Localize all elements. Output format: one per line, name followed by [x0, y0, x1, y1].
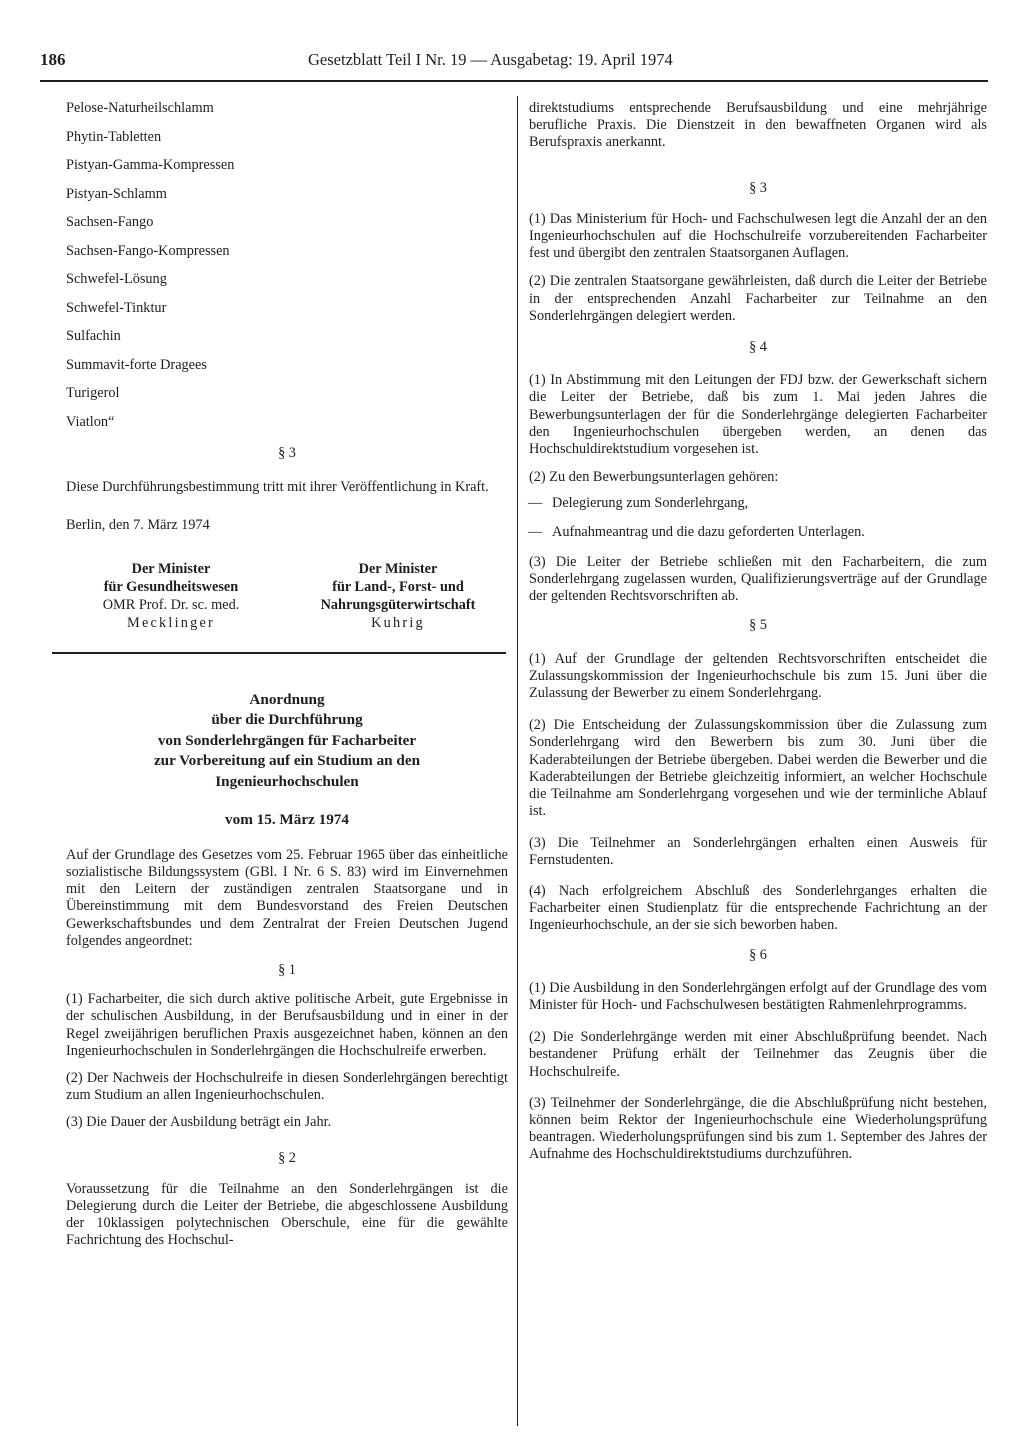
- section-heading: § 1: [278, 962, 296, 979]
- list-item: Sachsen-Fango-Kompressen: [66, 242, 230, 259]
- title-line: von Sonderlehrgängen für Facharbeiter: [157, 731, 417, 749]
- signatory-name: Kuhrig: [371, 614, 425, 631]
- dash-list-item: [529, 495, 987, 512]
- section-paragraph: Voraussetzung für die Teilnahme an den Sonderlehrgängen ist die Delegierung durch die Leiter der Betriebe, die abgeschlossene Ausbildung der 10klassigen polytechnischen Oberschule, eine für die gewählte Fachrichtung des Hochschul-: [66, 1180, 508, 1249]
- section-paragraph: (2) Die Sonderlehrgänge werden mit einer Abschlußprüfung beendet. Nach bestandener Prüfung erhält der Teilnehmer das Zeugnis über die Hochschulreife.: [529, 1029, 987, 1080]
- signatory-ministry: für Land-, Forst- und: [332, 578, 464, 595]
- section-paragraph: (2) Die Entscheidung der Zulassungskommission über die Zulassung zum Sonderlehrgang wird den Bewerbern bis zum 30. Juni über die Kaderabteilungen der Betriebe übergeben. Dabei werden die Bewerber und die Kaderabteilungen der Betriebe gleichzeitig informiert, an welcher Hochschule die Teilnahme am Sonderlehrgang vorgesehen und wie der terminliche Ablauf ist.: [529, 717, 987, 820]
- signatory-title: Der Minister: [131, 560, 211, 577]
- signature-left: [66, 560, 276, 632]
- place-date: Berlin, den 7. März 1974: [66, 516, 210, 533]
- title-line: Anordnung: [249, 690, 325, 708]
- preamble: Auf der Grundlage des Gesetzes vom 25. Februar 1965 über das einheitliche sozialistische Bildungssystem (GBl. I Nr. 6 S. 83) wird im Einvernehmen mit den Leitern der zuständigen zentralen Staatsorgane und in Übereinstimmung mit dem Bundesvorstand des Freien Deutschen Gewerkschaftsbundes und dem Zentralrat der Freien Deutschen Jugend folgendes angeordnet:: [66, 846, 508, 949]
- section-paragraph: (1) Die Ausbildung in den Sonderlehrgängen erfolgt auf der Grundlage des vom Minister für Hoch- und Fachschulwesen bestätigten Rahmenlehrprogramms.: [529, 979, 987, 1013]
- section-paragraph: (2) Die zentralen Staatsorgane gewährleisten, daß durch die Leiter der Betriebe in der entsprechenden Anzahl Facharbeiter zur Teilnahme an den Sonderlehrgängen delegiert werden.: [529, 273, 987, 324]
- section-paragraph: (1) In Abstimmung mit den Leitungen der FDJ bzw. der Gewerkschaft sichern die Leiter der Betriebe, daß bis zum 1. Mai jeden Jahres die Bewerbungsunterlagen der für die Sonderlehrgänge delegierten Facharbeiter den Ingenieurhochschulen übergeben werden, an denen das Hochschuldirektstudium vorgesehen ist.: [529, 372, 987, 458]
- section-paragraph: (1) Auf der Grundlage der geltenden Rechtsvorschriften entscheidet die Zulassungskommission der Ingenieurhochschule bis zum 15. Juni über die Zulassung der Bewerber zu einem Sonderlehrgang.: [529, 650, 987, 702]
- list-item: Pistyan-Gamma-Kompressen: [66, 157, 235, 174]
- section-paragraph: (2) Der Nachweis der Hochschulreife in diesen Sonderlehrgängen berechtigt zum Studium an allen Ingenieurhochschulen.: [66, 1070, 508, 1104]
- dash-item-text: Aufnahmeantrag und die dazu geforderten Unterlagen.: [552, 523, 865, 540]
- signatory-name: Mecklinger: [127, 614, 215, 631]
- header-rule: [40, 80, 988, 82]
- dash-item-text: Delegierung zum Sonderlehrgang,: [552, 495, 749, 512]
- list-item: Sulfachin: [66, 328, 121, 345]
- list-item: Pelose-Naturheilschlamm: [66, 100, 214, 116]
- section-paragraph: (3) Teilnehmer der Sonderlehrgänge, die die Abschlußprüfung nicht bestehen, können beim Rektor der Ingenieurhochschule eine Wiederholungsprüfung beantragen. Wiederholungsprüfungen sind bis zum 1. September des Jahres der Aufnahme des Hochschuldirektstudiums durchzuführen.: [529, 1094, 987, 1163]
- ordinance-date: vom 15. März 1974: [225, 811, 349, 829]
- title-line: zur Vorbereitung auf ein Studium an den: [153, 752, 421, 770]
- signatory-rank: OMR Prof. Dr. sc. med.: [102, 596, 240, 613]
- list-item: Turigerol: [66, 385, 120, 402]
- section-separator: [52, 652, 506, 654]
- list-item: Sachsen-Fango: [66, 214, 154, 231]
- dash-list-item: [529, 524, 987, 541]
- dash-bullet: —: [528, 495, 543, 512]
- signature-block: [66, 560, 508, 630]
- right-column: [529, 96, 987, 1164]
- section-paragraph: Diese Durchführungsbestimmung tritt mit ihrer Veröffentlichung in Kraft.: [66, 479, 489, 496]
- section-paragraph: (3) Die Teilnehmer an Sonderlehrgängen erhalten einen Ausweis für Fernstudenten.: [529, 834, 987, 868]
- section-heading: § 5: [749, 617, 767, 634]
- section-paragraph: (3) Die Leiter der Betriebe schließen mit den Facharbeitern, die zum Sonderlehrgang zugelassen wurden, Qualifizierungsverträge auf der Grundlage der geltenden Rechtsvorschriften ab.: [529, 553, 987, 605]
- section-paragraph: (2) Zu den Bewerbungsunterlagen gehören:: [529, 469, 779, 486]
- list-item: Summavit-forte Dragees: [66, 356, 207, 373]
- signatory-ministry: Nahrungsgüterwirtschaft: [320, 596, 476, 613]
- section-paragraph: (3) Die Dauer der Ausbildung beträgt ein Jahr.: [66, 1114, 332, 1131]
- section-heading: § 3: [749, 179, 767, 196]
- signatory-title: Der Minister: [358, 560, 438, 577]
- list-item: Viatlon“: [66, 414, 115, 431]
- section-heading: § 6: [749, 946, 767, 963]
- list-item: Schwefel-Tinktur: [66, 299, 167, 316]
- list-item: Phytin-Tabletten: [66, 128, 162, 145]
- preparation-list: [66, 100, 508, 431]
- section-heading: § 3: [278, 445, 296, 462]
- page-header: [40, 50, 988, 76]
- section-paragraph: (1) Das Ministerium für Hoch- und Fachschulwesen legt die Anzahl der an den Ingenieurhochschulen auf die Hochschulreife vorzubereitenden Facharbeiter fest und übergibt den zentralen Staatsorganen Auflagen.: [529, 210, 987, 262]
- section-heading: § 2: [278, 1149, 296, 1166]
- signatory-ministry: für Gesundheitswesen: [103, 578, 239, 595]
- signature-right: [288, 560, 508, 632]
- title-line: Ingenieurhochschulen: [215, 772, 359, 790]
- section-paragraph: direktstudiums entsprechende Berufsausbildung und eine mehrjährige berufliche Praxis. Die Dienstzeit in den bewaffneten Organen wird als Berufspraxis anerkannt.: [529, 100, 987, 151]
- section-paragraph: (4) Nach erfolgreichem Abschluß des Sonderlehrganges erhalten die Facharbeiter einen Studienplatz für die entsprechende Fachrichtung an der Ingenieurhochschule, an der sie sich beworben haben.: [529, 882, 987, 934]
- dash-bullet: —: [528, 523, 543, 540]
- left-column: [66, 96, 508, 1250]
- list-item: Schwefel-Lösung: [66, 271, 167, 288]
- running-title: Gesetzblatt Teil I Nr. 19 — Ausgabetag: 19. April 1974: [308, 50, 673, 69]
- title-line: über die Durchführung: [211, 711, 363, 729]
- list-item: Pistyan-Schlamm: [66, 185, 167, 202]
- ordinance-title: [66, 690, 508, 793]
- column-divider: [517, 96, 518, 1426]
- section-heading: § 4: [749, 339, 767, 356]
- section-paragraph: (1) Facharbeiter, die sich durch aktive politische Arbeit, gute Ergebnisse in der schulischen Ausbildung, in der Berufsausbildung und in einer in der Regel zweijährigen beruflichen Praxis ausgezeichnet haben, können an den Ingenieurhochschulen in Sonderlehrgängen die Hochschulreife erwerben.: [66, 991, 508, 1059]
- page-number: 186: [40, 50, 66, 69]
